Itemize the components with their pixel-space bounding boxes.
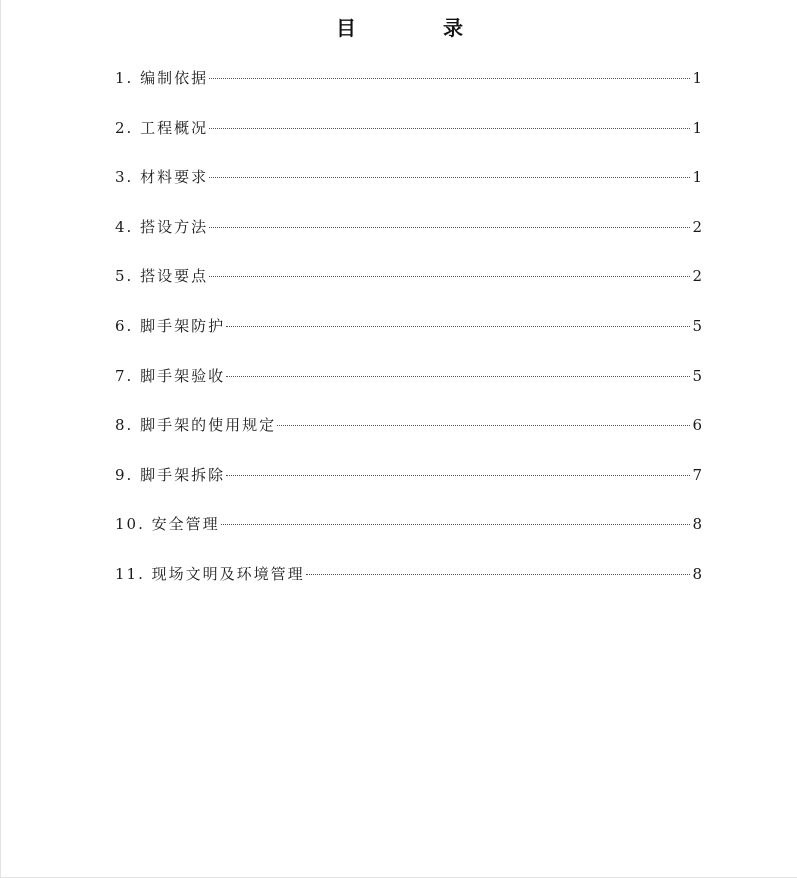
toc-entry-label: 5. 搭设要点 [115,267,209,286]
toc-entry-label: 7. 脚手架验收 [115,366,226,385]
toc-entry-label: 6. 脚手架防护 [115,316,226,335]
toc-dot-leader [209,128,690,129]
toc-entry-label: 9. 脚手架拆除 [115,465,226,484]
toc-entry-page-number: 6 [692,416,702,435]
toc-entry-page-number: 1 [692,69,702,87]
toc-entry-page-number: 1 [692,168,702,187]
toc-entry[interactable] [115,213,702,263]
toc-entry-page-number: 8 [692,515,702,534]
toc-entry-page-number: 5 [692,366,702,385]
toc-dot-leader [209,227,690,228]
toc-entry[interactable] [115,114,702,164]
toc-entry-page-number: 8 [692,564,702,583]
toc-entry[interactable] [115,64,702,114]
toc-title: 目 录 [336,16,503,40]
toc-dot-leader [226,475,690,476]
toc-dot-leader [221,524,690,525]
toc-dot-leader [226,376,690,377]
toc-dot-leader [226,326,690,327]
toc-entry-page-number: 2 [692,267,702,286]
toc-dot-leader [209,177,690,178]
toc-entry[interactable] [115,312,702,362]
toc-entry-page-number: 7 [692,465,702,484]
toc-dot-leader [209,78,690,79]
toc-entry-label: 4. 搭设方法 [115,217,209,236]
toc-entry[interactable] [115,510,702,560]
toc-entry-label: 8. 脚手架的使用规定 [115,416,277,435]
toc-entry-page-number: 5 [692,316,702,335]
toc-entry-label: 1. 编制依据 [115,69,209,87]
toc-entry-page-number: 2 [692,217,702,236]
toc-entry[interactable] [115,461,702,511]
toc-entry-label: 2. 工程概况 [115,118,209,137]
toc-entry-label: 3. 材料要求 [115,168,209,187]
toc-entry[interactable] [115,262,702,312]
toc-dot-leader [277,425,690,426]
toc-entry-label: 10. 安全管理 [115,515,220,534]
toc-entry[interactable] [115,411,702,461]
toc-list [115,64,702,610]
toc-entry[interactable] [115,560,702,610]
toc-dot-leader [306,574,690,575]
toc-entry[interactable] [115,163,702,213]
toc-entry-page-number: 1 [692,118,702,137]
toc-dot-leader [209,276,690,277]
toc-entry-label: 11. 现场文明及环境管理 [115,564,305,583]
toc-entry[interactable] [115,362,702,412]
